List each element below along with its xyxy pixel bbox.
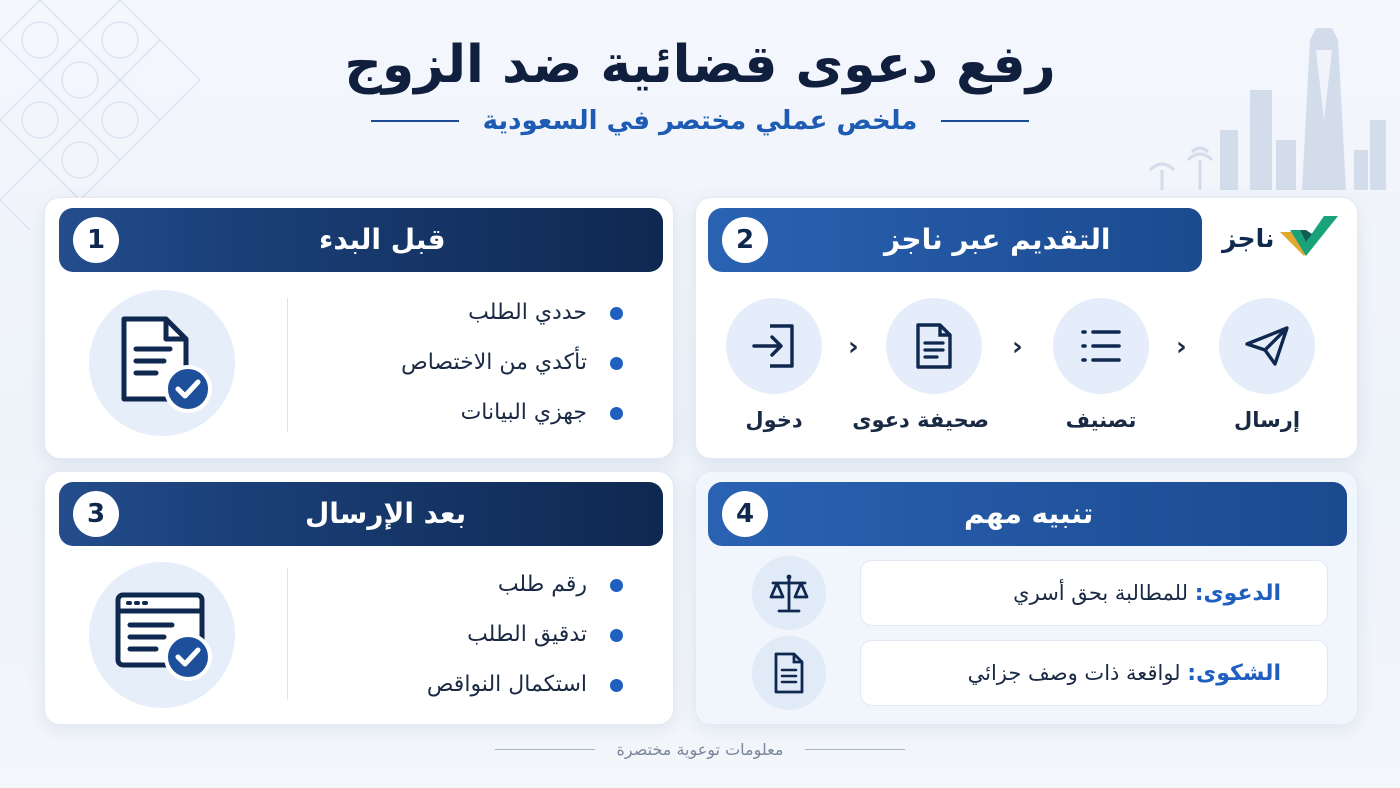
list-item: تأكدي من الاختصاص [401, 338, 627, 388]
checklist [427, 560, 627, 710]
list-icon [1053, 298, 1149, 394]
login-icon [726, 298, 822, 394]
divider [287, 298, 288, 432]
card-title: بعد الإرسال [305, 497, 467, 530]
card-after-submission [44, 471, 674, 725]
note-text: للمطالبة بحق أسري [1013, 581, 1189, 605]
document-icon [752, 636, 826, 710]
window-check-icon [89, 562, 235, 708]
step-classify [1046, 298, 1156, 432]
card-banner [708, 208, 1202, 272]
scales-icon [752, 556, 826, 630]
card-banner [59, 208, 663, 272]
step-number-badge: 1 [73, 217, 119, 263]
card-banner [59, 482, 663, 546]
list-item: حددي الطلب [401, 288, 627, 338]
list-item: رقم طلب [427, 560, 627, 610]
header [0, 34, 1400, 136]
document-icon [886, 298, 982, 394]
note-lawsuit [860, 560, 1328, 626]
chevron-left-icon: ‹ [1012, 332, 1023, 362]
note-complaint [860, 640, 1328, 706]
divider [287, 568, 288, 700]
footer-divider [495, 749, 595, 750]
card-title: التقديم عبر ناجز [884, 223, 1111, 256]
page-title: رفع دعوى قضائية ضد الزوج [344, 35, 1056, 95]
card-title: تنبيه مهم [964, 497, 1094, 530]
step-number-badge: 4 [722, 491, 768, 537]
page-subtitle: ملخص عملي مختصر في السعودية [482, 106, 918, 137]
step-label: تصنيف [1065, 408, 1137, 432]
step-label: صحيفة دعوى [852, 408, 989, 432]
card-najiz-submission [695, 197, 1358, 459]
najiz-logo [1222, 210, 1344, 266]
note-key: الدعوى: [1194, 581, 1281, 606]
document-check-icon [89, 290, 235, 436]
note-key: الشكوى: [1187, 661, 1281, 686]
step-send [1212, 298, 1322, 432]
note-text: لواقعة ذات وصف جزائي [967, 661, 1181, 685]
card-banner [708, 482, 1347, 546]
send-icon [1219, 298, 1315, 394]
step-number-badge: 2 [722, 217, 768, 263]
step-login [719, 298, 829, 432]
card-title: قبل البدء [319, 223, 446, 256]
card-important-notice [695, 471, 1358, 725]
list-item: جهزي البيانات [401, 388, 627, 438]
card-before-start [44, 197, 674, 459]
list-item: استكمال النواقص [427, 660, 627, 710]
footer-text: معلومات توعوية مختصرة [616, 740, 784, 759]
step-petition [852, 298, 989, 432]
checklist [401, 288, 627, 438]
footer [0, 740, 1400, 759]
subtitle-row [0, 106, 1400, 136]
subtitle-divider [941, 120, 1029, 122]
step-label: دخول [745, 408, 803, 432]
step-number-badge: 3 [73, 491, 119, 537]
submission-steps [726, 298, 1326, 438]
chevron-left-icon: ‹ [1176, 332, 1187, 362]
najiz-logo-icon [1276, 212, 1342, 264]
list-item: تدقيق الطلب [427, 610, 627, 660]
najiz-logo-text: ناجز [1222, 224, 1275, 253]
chevron-left-icon: ‹ [848, 332, 859, 362]
step-label: إرسال [1233, 408, 1301, 432]
subtitle-divider [371, 120, 459, 122]
footer-divider [805, 749, 905, 750]
